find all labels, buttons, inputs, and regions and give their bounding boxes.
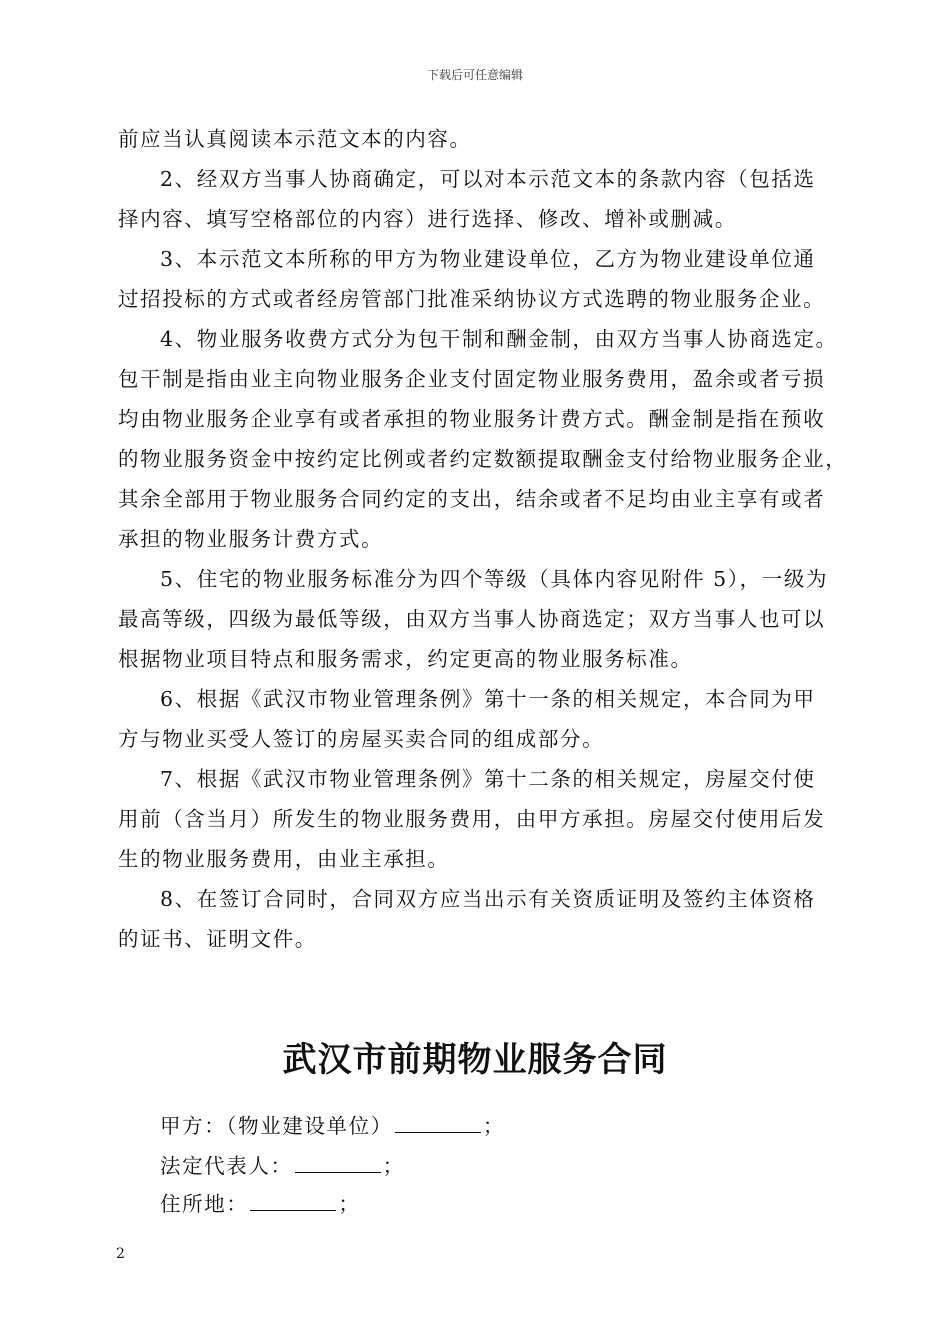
paragraph-line: 包干制是指由业主向物业服务企业支付固定物业服务费用，盈余或者亏损 bbox=[118, 367, 826, 391]
paragraph-line: 承担的物业服务计费方式。 bbox=[118, 527, 384, 551]
page-number: 2 bbox=[116, 1246, 125, 1262]
paragraph-line: 其余全部用于物业服务合同约定的支出，结余或者不足均由业主享有或者 bbox=[118, 487, 826, 511]
paragraph-line: 的证书、证明文件。 bbox=[118, 927, 317, 951]
legal-rep-label: 法定代表人： bbox=[160, 1154, 293, 1178]
paragraph-line: 择内容、填写空格部位的内容）进行选择、修改、增补或删减。 bbox=[118, 207, 737, 231]
paragraph-line: 3、本示范文本所称的甲方为物业建设单位，乙方为物业建设单位通 bbox=[160, 247, 816, 271]
address-label: 住所地： bbox=[160, 1192, 249, 1216]
paragraph-line: 过招投标的方式或者经房管部门批准采纳协议方式选聘的物业服务企业。 bbox=[118, 287, 826, 311]
paragraph-line: 5、住宅的物业服务标准分为四个等级（具体内容见附件 5），一级为 bbox=[160, 567, 829, 591]
legal-rep-field bbox=[160, 1152, 880, 1180]
page-header: 下载后可任意编辑 bbox=[426, 68, 523, 82]
legal-rep-blank[interactable] bbox=[295, 1152, 381, 1173]
party-a-terminator: ； bbox=[482, 1114, 505, 1138]
paragraph-line: 均由物业服务企业享有或者承担的物业服务计费方式。酬金制是指在预收 bbox=[118, 407, 826, 431]
legal-rep-terminator: ； bbox=[382, 1154, 405, 1178]
paragraph-line: 生的物业服务费用，由业主承担。 bbox=[118, 847, 450, 871]
paragraph-line: 方与物业买受人签订的房屋买卖合同的组成部分。 bbox=[118, 727, 605, 751]
paragraph-line: 的物业服务资金中按约定比例或者约定数额提取酬金支付给物业服务企业， bbox=[118, 447, 848, 471]
address-field bbox=[160, 1190, 880, 1218]
contract-title: 武汉市前期物业服务合同 bbox=[282, 1040, 668, 1080]
paragraph-line: 根据物业项目特点和服务需求，约定更高的物业服务标准。 bbox=[118, 647, 693, 671]
paragraph-line: 2、经双方当事人协商确定，可以对本示范文本的条款内容（包括选 bbox=[160, 167, 816, 191]
address-terminator: ； bbox=[338, 1192, 361, 1216]
party-a-blank[interactable] bbox=[395, 1112, 481, 1133]
party-a-field bbox=[160, 1112, 880, 1140]
paragraph-line: 8、在签订合同时，合同双方应当出示有关资质证明及签约主体资格 bbox=[160, 887, 816, 911]
paragraph-line: 7、根据《武汉市物业管理条例》第十二条的相关规定，房屋交付使 bbox=[160, 767, 816, 791]
address-blank[interactable] bbox=[250, 1190, 336, 1211]
paragraph-line: 6、根据《武汉市物业管理条例》第十一条的相关规定，本合同为甲 bbox=[160, 687, 816, 711]
paragraph-line: 最高等级，四级为最低等级，由双方当事人协商选定；双方当事人也可以 bbox=[118, 607, 826, 631]
party-a-label: 甲方：（物业建设单位） bbox=[160, 1114, 393, 1138]
paragraph-line: 用前（含当月）所发生的物业服务费用，由甲方承担。房屋交付使用后发 bbox=[118, 807, 826, 831]
paragraph-line: 4、物业服务收费方式分为包干制和酬金制，由双方当事人协商选定。 bbox=[160, 327, 838, 351]
paragraph-line: 前应当认真阅读本示范文本的内容。 bbox=[118, 127, 472, 151]
